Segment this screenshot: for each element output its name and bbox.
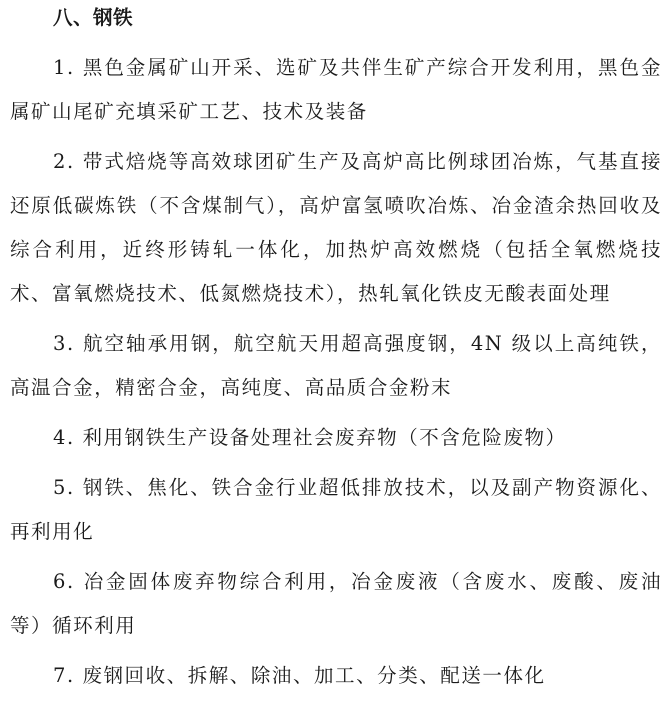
list-item-3: 3. 航空轴承用钢，航空航天用超高强度钢，4N 级以上高纯铁，高温合金，精密合金，高纯度、高品质合金粉末: [10, 332, 662, 399]
item-list: [10, 46, 662, 704]
list-item-7: 7. 废钢回收、拆解、除油、加工、分类、配送一体化: [53, 664, 546, 687]
list-item-6: 6. 冶金固体废弃物综合利用，冶金废液（含废水、废酸、废油等）循环利用: [10, 570, 662, 637]
section-title: 八、钢铁: [53, 6, 134, 29]
list-item-5: 5. 钢铁、焦化、铁合金行业超低排放技术，以及副产物资源化、再利用化: [10, 476, 662, 543]
list-item-4: 4. 利用钢铁生产设备处理社会废弃物（不含危险废物）: [53, 426, 567, 449]
list-item-2: 2. 带式焙烧等高效球团矿生产及高炉高比例球团冶炼，气基直接还原低碳炼铁（不含煤制气），高炉富氢喷吹冶炼、冶金渣余热回收及综合利用，近终形铸轧一体化，加热炉高效燃烧（包括全氧燃烧技术、富氧燃烧技术、低氮燃烧技术），热轧氧化铁皮无酸表面处理: [10, 150, 662, 305]
list-item-1: 1. 黑色金属矿山开采、选矿及共伴生矿产综合开发利用，黑色金属矿山尾矿充填采矿工艺、技术及装备: [10, 56, 662, 123]
